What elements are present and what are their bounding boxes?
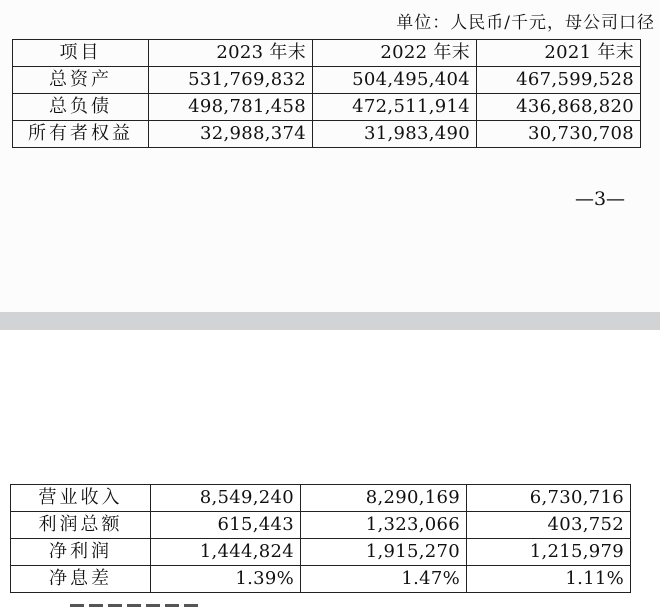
table-cell: 1.11% [467,566,631,593]
row-label-total-profit: 利润总额 [11,512,151,539]
table-cell: 531,769,832 [149,67,313,94]
column-header-item: 项目 [13,40,149,67]
table-cell: 467,599,528 [477,67,641,94]
table-cell: 1.39% [151,566,301,593]
table-row [11,566,631,593]
column-header-2023: 2023 年末 [149,40,313,67]
table-cell: 1,915,270 [301,539,467,566]
table-cell: 32,988,374 [149,121,313,148]
table-cell: 1,323,066 [301,512,467,539]
table-cell: 498,781,458 [149,94,313,121]
row-label-operating-revenue: 营业收入 [11,485,151,512]
table-row [13,94,641,121]
table-row [13,67,641,94]
table-cell: 472,511,914 [313,94,477,121]
row-label-net-interest-margin: 净息差 [11,566,151,593]
table-cell: 1,215,979 [467,539,631,566]
page-separator [0,312,660,330]
page-number: —3— [574,188,626,210]
table-cell: 1.47% [301,566,467,593]
column-header-2021: 2021 年末 [477,40,641,67]
table-cell: 8,549,240 [151,485,301,512]
cut-off-text-line [40,600,240,609]
table-row [11,485,631,512]
unit-note: 单位：人民币/千元，母公司口径 [396,13,655,33]
income-statement-table [10,484,631,593]
table-cell: 30,730,708 [477,121,641,148]
balance-sheet-table [12,39,641,148]
table-header-row [13,40,641,67]
column-header-2022: 2022 年末 [313,40,477,67]
row-label-total-assets: 总资产 [13,67,149,94]
table-cell: 31,983,490 [313,121,477,148]
row-label-owners-equity: 所有者权益 [13,121,149,148]
table-row [13,121,641,148]
table-row [11,512,631,539]
table-cell: 8,290,169 [301,485,467,512]
row-label-net-profit: 净利润 [11,539,151,566]
table-cell: 436,868,820 [477,94,641,121]
table-cell: 615,443 [151,512,301,539]
table-row [11,539,631,566]
table-cell: 504,495,404 [313,67,477,94]
table-cell: 403,752 [467,512,631,539]
row-label-total-liabilities: 总负债 [13,94,149,121]
table-cell: 1,444,824 [151,539,301,566]
table-cell: 6,730,716 [467,485,631,512]
